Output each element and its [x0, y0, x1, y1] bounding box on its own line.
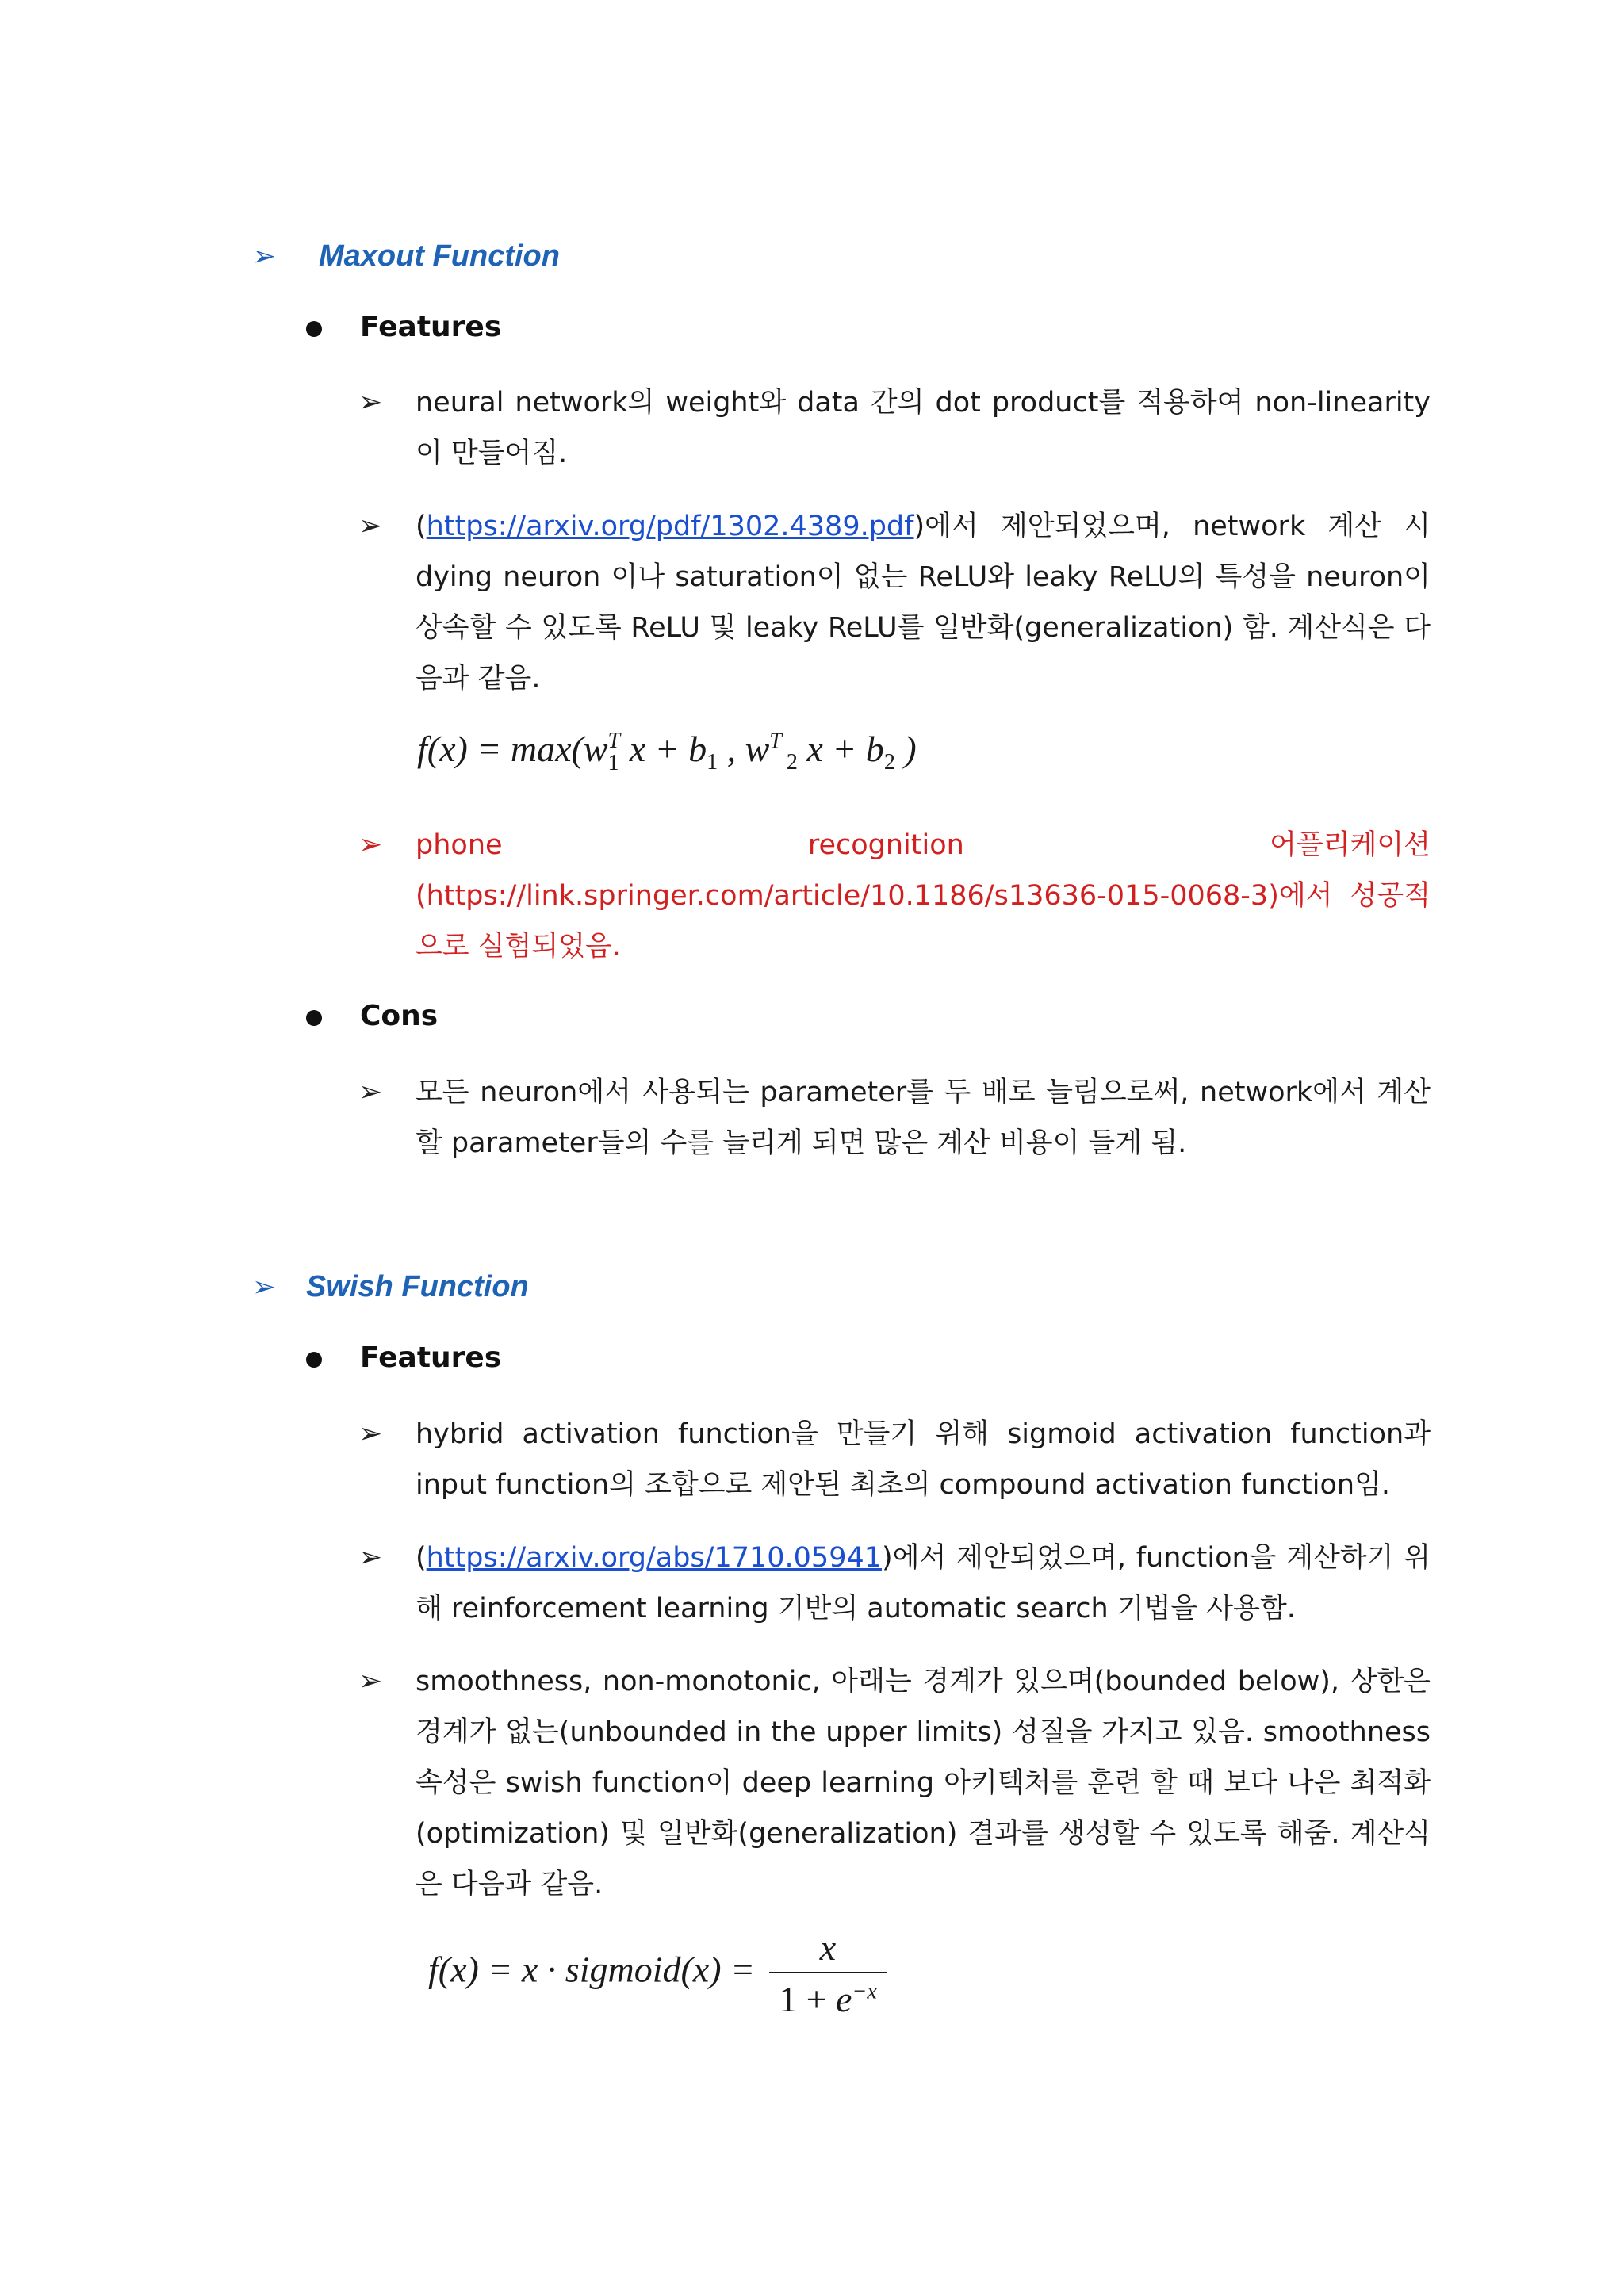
maxout-feature-3: phone recognition 어플리케이션 (https://link.springer.com/article/10.1186/s13636-015-0068-3)에서 성공적으로 실험되었음. [416, 829, 1431, 962]
list-arrow-icon: ➢ [358, 1541, 383, 1574]
section-arrow-icon: ➢ [252, 1271, 277, 1303]
formula-part: f(x) = x · sigmoid(x) = [428, 1949, 756, 1990]
formula-part: w [745, 729, 770, 769]
maxout-cons-1: 모든 neuron에서 사용되는 parameter를 두 배로 늘림으로써, network에서 계산할 parameter들의 수를 늘리게 되면 많은 계산 비용이 들게 됨. [416, 1077, 1431, 1159]
list-arrow-icon: ➢ [358, 386, 383, 419]
formula-part: 2 [786, 750, 798, 775]
list-arrow-icon: ➢ [358, 1418, 383, 1450]
heading-features: Features [360, 311, 502, 343]
swish-formula [428, 1927, 887, 2020]
formula-part: , [718, 729, 745, 769]
formula-part: + [797, 1979, 837, 2019]
formula-part: −x [852, 1979, 877, 2004]
formula-part: e [836, 1979, 852, 2019]
section-arrow-icon: ➢ [252, 240, 277, 273]
formula-part: x + b [620, 729, 707, 769]
swish-feature-2 [416, 1533, 1431, 1634]
formula-part: 2 [883, 750, 895, 775]
arxiv-link-swish[interactable]: https://arxiv.org/abs/1710.05941 [426, 1542, 882, 1574]
paren-open: ( [416, 511, 427, 542]
heading-cons: Cons [360, 1000, 439, 1032]
formula-part: f(x) = max( [417, 729, 584, 769]
list-arrow-icon: ➢ [358, 1076, 383, 1108]
list-arrow-icon: ➢ [358, 828, 383, 861]
formula-part: 1 [707, 750, 718, 775]
swish-feature-3: smoothness, non-monotonic, 아래는 경계가 있으며(bounded below), 상한은 경계가 없는(unbounded in the upper limits) 성질을 가지고 있음. smoothness 속성은 swish function이 deep learning 아키텍처를 훈련 할 때 보다 나은 최적화(optimization) 및 일반화(generalization) 결과를 생성할 수 있도록 해줌. 계산식은 다음과 같음. [416, 1666, 1431, 1900]
formula-part: 1 [779, 1979, 798, 2019]
bullet-dot-icon [306, 321, 322, 337]
swish-feature-1: hybrid activation function을 만들기 위해 sigmoid activation function과 input function의 조합으로 제안된 최초의 compound activation function임. [416, 1418, 1431, 1501]
paren-open: ( [416, 1542, 427, 1574]
maxout-feature-2 [416, 501, 1431, 704]
section-title-swish: Swish Function [306, 1270, 529, 1303]
section-title-maxout: Maxout Function [319, 239, 560, 273]
list-arrow-icon: ➢ [358, 510, 383, 542]
formula-part: ) [894, 729, 917, 769]
list-arrow-icon: ➢ [358, 1665, 383, 1697]
bullet-dot-icon [306, 1352, 322, 1368]
formula-part: x [819, 1927, 837, 1968]
bullet-dot-icon [306, 1010, 322, 1026]
maxout-formula [417, 728, 917, 775]
formula-denominator [769, 1972, 887, 2020]
maxout-feature-2-text: )에서 제안되었으며, network 계산 시 dying neuron 이나 saturation이 없는 ReLU와 leaky ReLU의 특성을 neuron이 상속할 수 있도록 ReLU 및 leaky ReLU를 일반화(generalization) 함. 계산식은 다음과 같음. [416, 511, 1431, 695]
formula-part: w [583, 729, 608, 769]
formula-fraction [769, 1927, 887, 2020]
heading-features: Features [360, 1341, 502, 1374]
maxout-feature-1: neural network의 weight와 data 간의 dot product를 적용하여 non-linearity이 만들어짐. [416, 387, 1431, 469]
formula-part: T [769, 729, 782, 754]
arxiv-link-maxout[interactable]: https://arxiv.org/pdf/1302.4389.pdf [426, 511, 914, 542]
formula-part: 1 [607, 751, 619, 776]
formula-part: T [607, 729, 621, 754]
formula-part: x + b [797, 729, 884, 769]
swish-feature-2-text: )에서 제안되었으며, function을 계산하기 위해 reinforcement learning 기반의 automatic search 기법을 사용함. [416, 1542, 1431, 1624]
